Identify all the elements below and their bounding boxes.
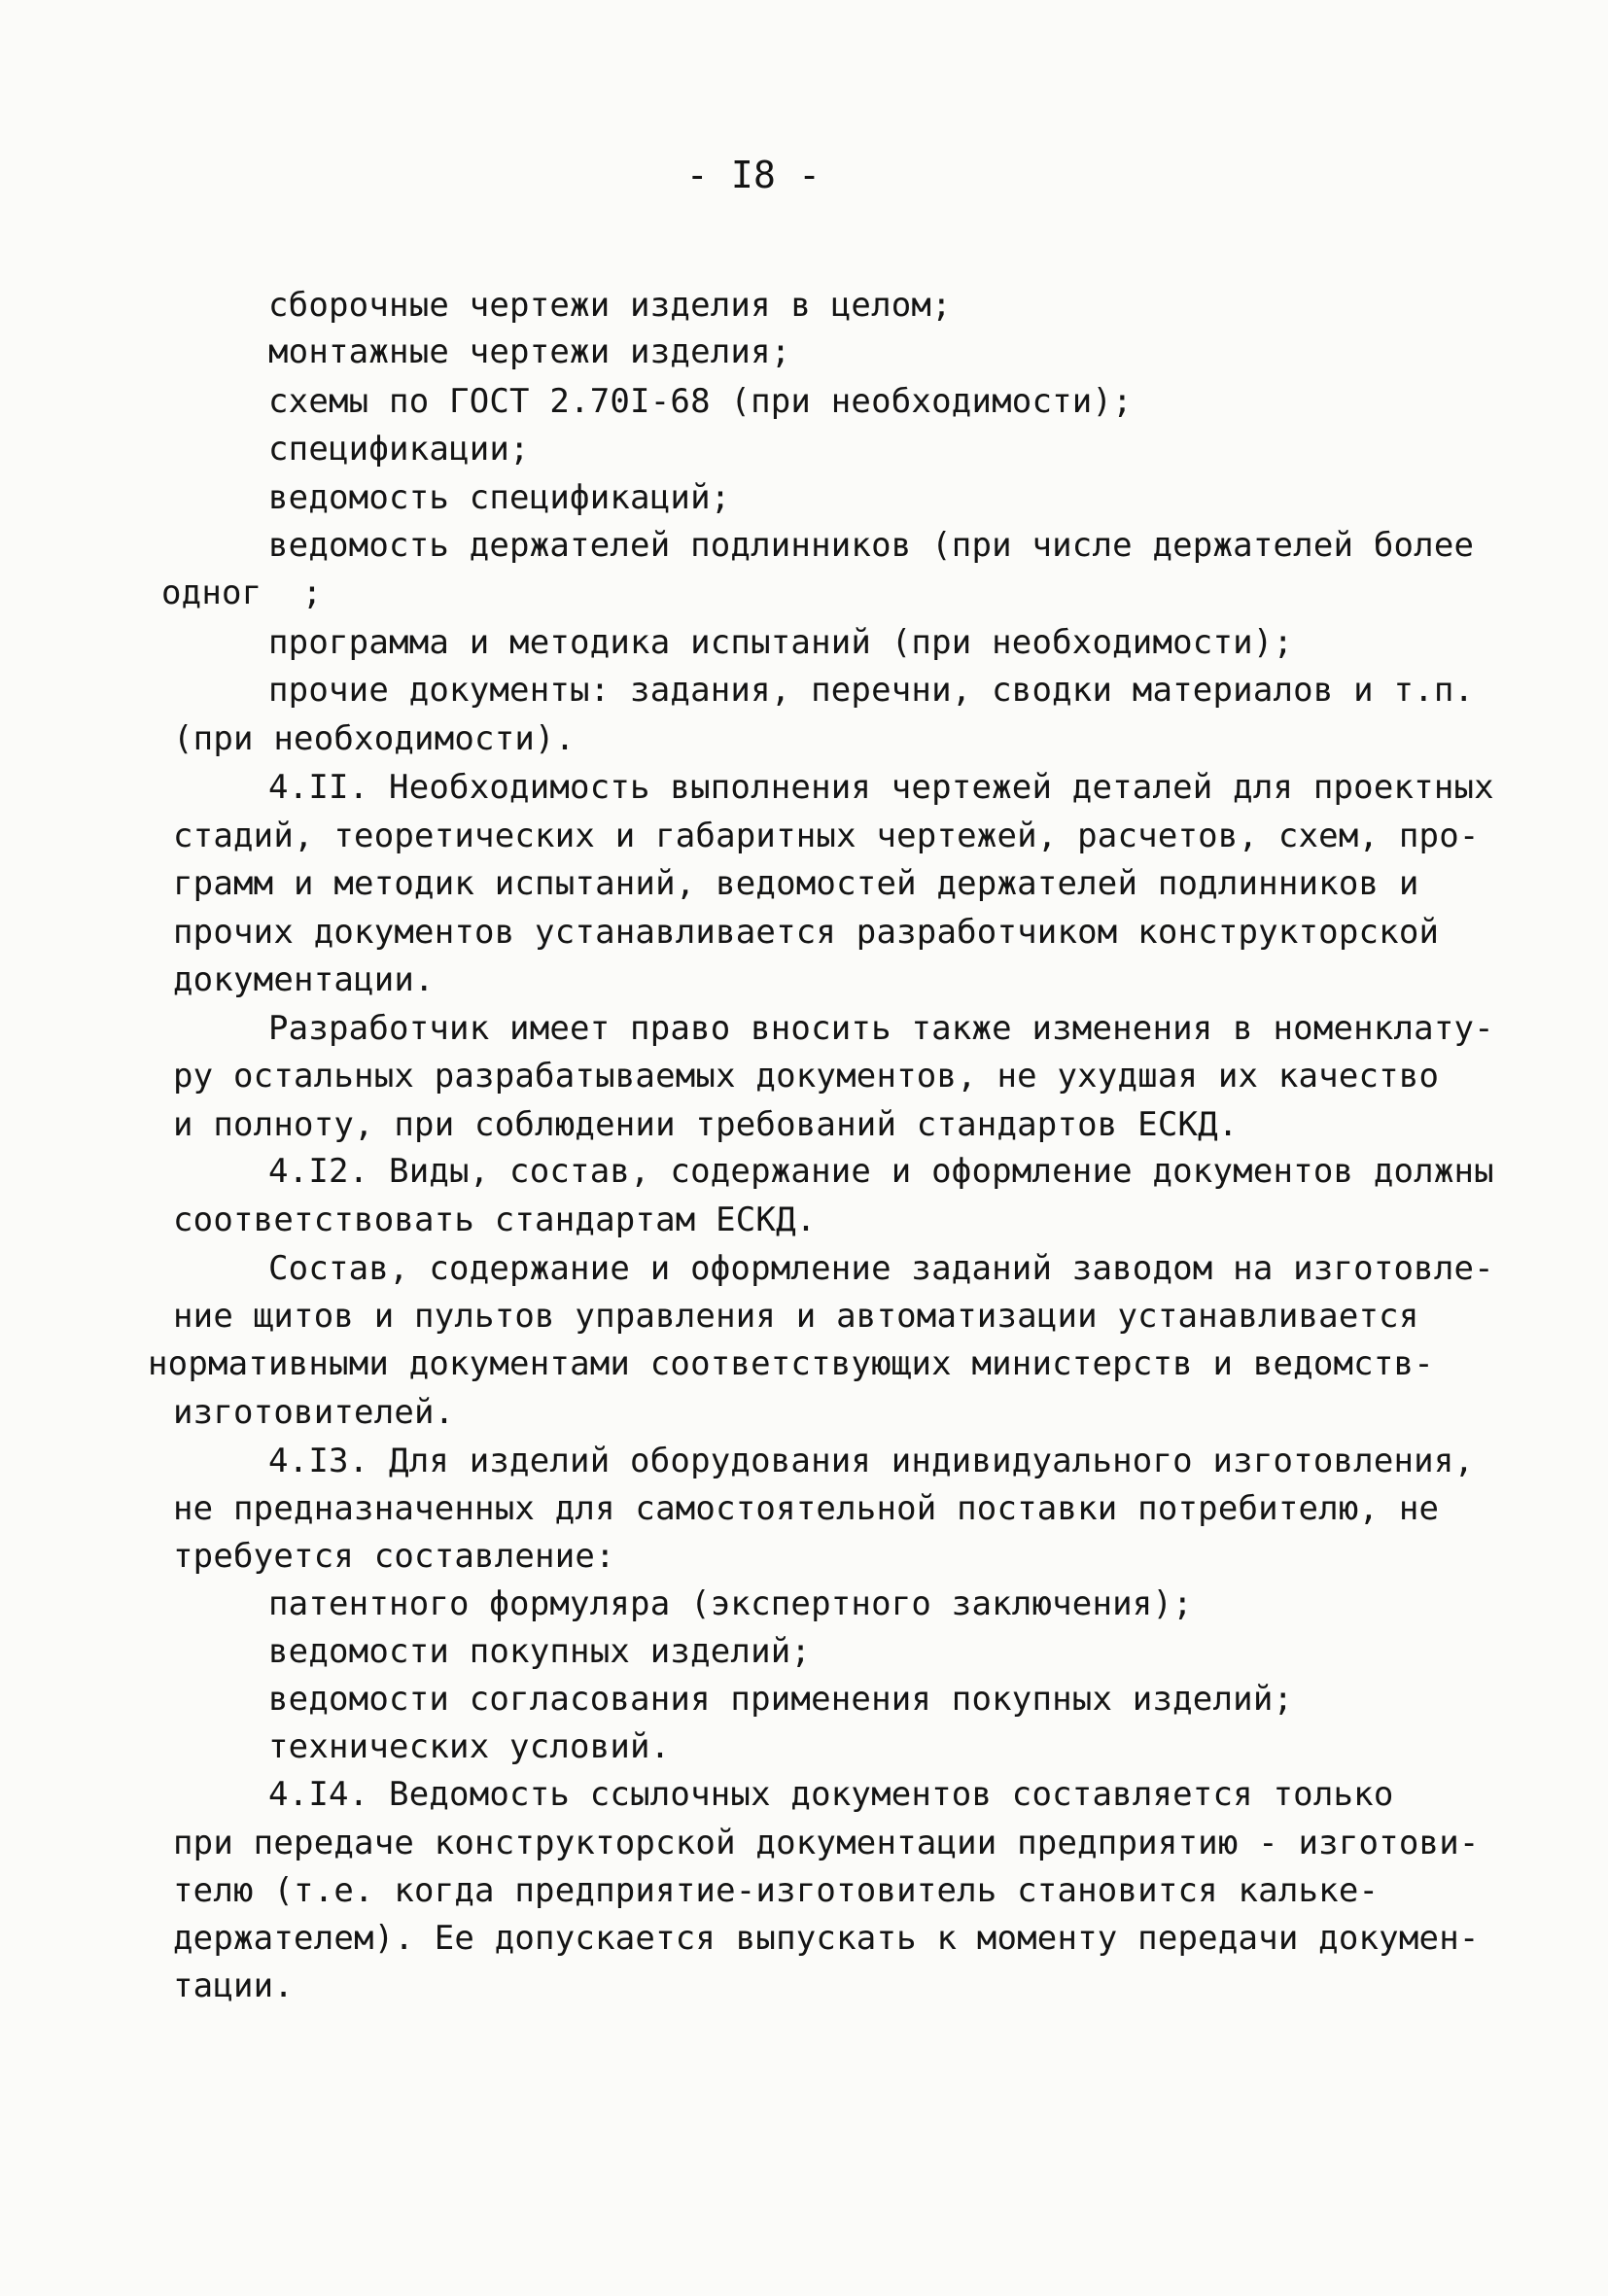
text-line: ведомости согласования применения покупных изделий; xyxy=(268,1680,1294,1719)
text-line: при передаче конструкторской документации предприятию - изготови- xyxy=(173,1824,1480,1862)
text-line: соответствовать стандартам ЕСКД. xyxy=(173,1200,817,1239)
text-line: Разработчик имеет право вносить также изменения в номенклату- xyxy=(268,1009,1494,1048)
text-line: ведомости покупных изделий; xyxy=(268,1632,812,1671)
text-line: не предназначенных для самостоятельной поставки потребителю, не xyxy=(173,1489,1440,1528)
page-number: - I8 - xyxy=(685,154,821,196)
text-line: документации. xyxy=(173,960,435,999)
text-line: изготовителей. xyxy=(173,1393,455,1432)
text-line: и полноту, при соблюдении требований стандартов ЕСКД. xyxy=(173,1105,1239,1144)
text-line: схемы по ГОСТ 2.70I-68 (при необходимости); xyxy=(268,382,1133,421)
text-line: спецификации; xyxy=(268,430,530,469)
text-line: Состав, содержание и оформление заданий заводом на изготовле- xyxy=(268,1249,1494,1288)
text-line: сборочные чертежи изделия в целом; xyxy=(268,286,952,325)
text-line: (при необходимости). xyxy=(173,719,576,758)
text-line: требуется составление: xyxy=(173,1537,615,1576)
text-line: грамм и методик испытаний, ведомостей держателей подлинников и xyxy=(173,864,1419,903)
text-line: патентного формуляра (экспертного заключения); xyxy=(268,1584,1193,1623)
text-line: нормативными документами соответствующих министерств и ведомств- xyxy=(148,1344,1434,1383)
text-line: монтажные чертежи изделия; xyxy=(268,332,791,371)
text-line: прочие документы: задания, перечни, сводки материалов и т.п. xyxy=(268,671,1475,710)
text-line: 4.I2. Виды, состав, содержание и оформление документов должны xyxy=(268,1152,1494,1191)
text-line: 4.II. Необходимость выполнения чертежей деталей для проектных xyxy=(268,768,1494,807)
text-line: технических условий. xyxy=(268,1727,671,1766)
text-line: ние щитов и пультов управления и автоматизации устанавливается xyxy=(173,1297,1419,1336)
text-line: 4.I4. Ведомость ссылочных документов составляется только xyxy=(268,1775,1394,1814)
text-line: прочих документов устанавливается разработчиком конструкторской xyxy=(173,913,1440,952)
text-line: тации. xyxy=(173,1966,295,2005)
text-line: ру остальных разрабатываемых документов, не ухудшая их качество xyxy=(173,1057,1440,1096)
text-line: телю (т.е. когда предприятие-изготовитель становится кальке- xyxy=(173,1871,1380,1910)
text-line: держателем). Ее допускается выпускать к моменту передачи докумен- xyxy=(173,1919,1480,1958)
text-line: ведомость спецификаций; xyxy=(268,478,731,517)
text-line: одног ; xyxy=(161,574,323,612)
text-line: стадий, теоретических и габаритных чертежей, расчетов, схем, про- xyxy=(173,817,1480,855)
text-line: ведомость держателей подлинников (при числе держателей более xyxy=(268,526,1475,565)
text-line: программа и методика испытаний (при необходимости); xyxy=(268,623,1294,662)
text-line: 4.I3. Для изделий оборудования индивидуального изготовления, xyxy=(268,1442,1475,1480)
